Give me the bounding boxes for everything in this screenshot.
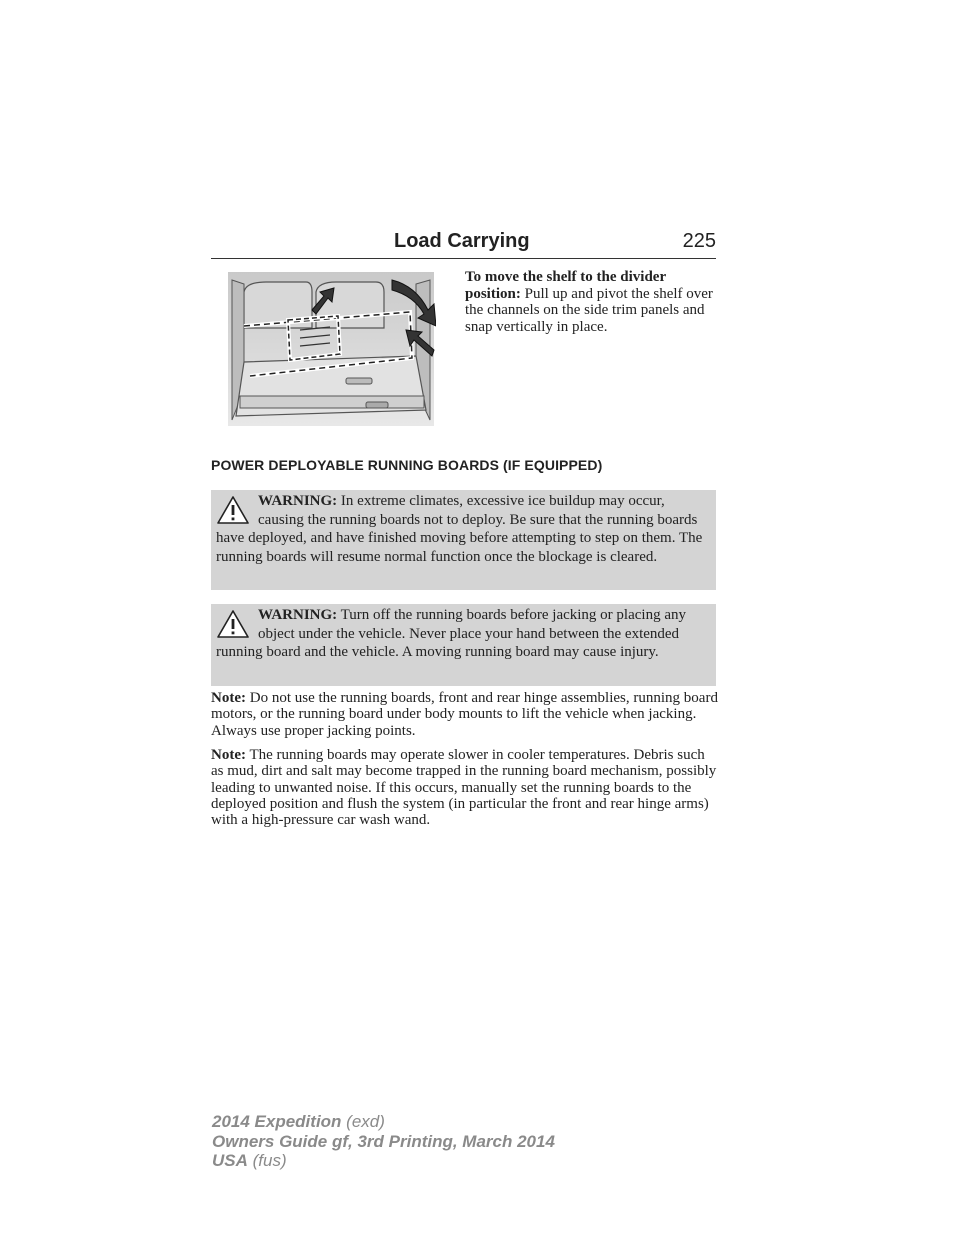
footer-market-line [212,1151,555,1171]
note-paragraph [211,747,719,828]
warning-label: WARNING: [258,607,338,623]
warning-text: Turn off the running boards before jacking or placing any object under the vehicle. Never place your hand between the extended running board and the vehicle. A moving running board may cause injury. [216,607,686,661]
note-text: The running boards may operate slower in cooler temperatures. Debris such as mud, dirt and salt may become trapped in the running board mechanism, possibly leading to unwanted noise. If this occurs, manually set the running boards to the deployed position and flush the system (in particular the front and rear hinge arms) with a high-pressure car wash wand. [211,747,717,829]
warning-triangle-icon [216,495,250,525]
warning-triangle-icon [216,609,250,639]
note-paragraph [211,690,719,739]
warning-box [211,604,716,686]
warning-label: WARNING: [258,493,338,509]
shelf-instructions-text: Pull up and pivot the shelf over the channels on the side trim panels and snap vertically in place. [465,285,713,335]
page-footer [212,1112,555,1171]
section-heading: POWER DEPLOYABLE RUNNING BOARDS (IF EQUIPPED) [211,457,603,473]
footer-market: USA [212,1151,248,1170]
warning-box [211,490,716,590]
footer-market-code: (fus) [247,1151,287,1170]
page-number: 225 [682,230,716,252]
section-title: Load Carrying [394,230,530,252]
note-text: Do not use the running boards, front and rear hinge assemblies, running board motors, or the running board under body mounts to lift the vehicle when jacking. Always use proper jacking points. [211,690,718,739]
footer-guide: Owners Guide gf, 3rd Printing, March 2014 [212,1131,555,1151]
shelf-instructions-lead: To move the shelf to the divider position: [465,269,666,302]
note-label: Note: [211,747,246,763]
footer-guide-line [212,1132,555,1152]
footer-model-line [212,1112,555,1132]
note-label: Note: [211,690,246,706]
page-header [211,228,716,259]
warning-text: In extreme climates, excessive ice buildup may occur, causing the running boards not to deploy. Be sure that the running boards have deployed, and have finished moving before attempting to step on them. The running boards will resume normal function once the blockage is cleared. [216,493,703,565]
footer-model-code: (exd) [341,1112,385,1131]
shelf-instructions [465,269,717,335]
footer-model: 2014 Expedition [212,1112,342,1131]
cargo-shelf-illustration [226,270,436,428]
